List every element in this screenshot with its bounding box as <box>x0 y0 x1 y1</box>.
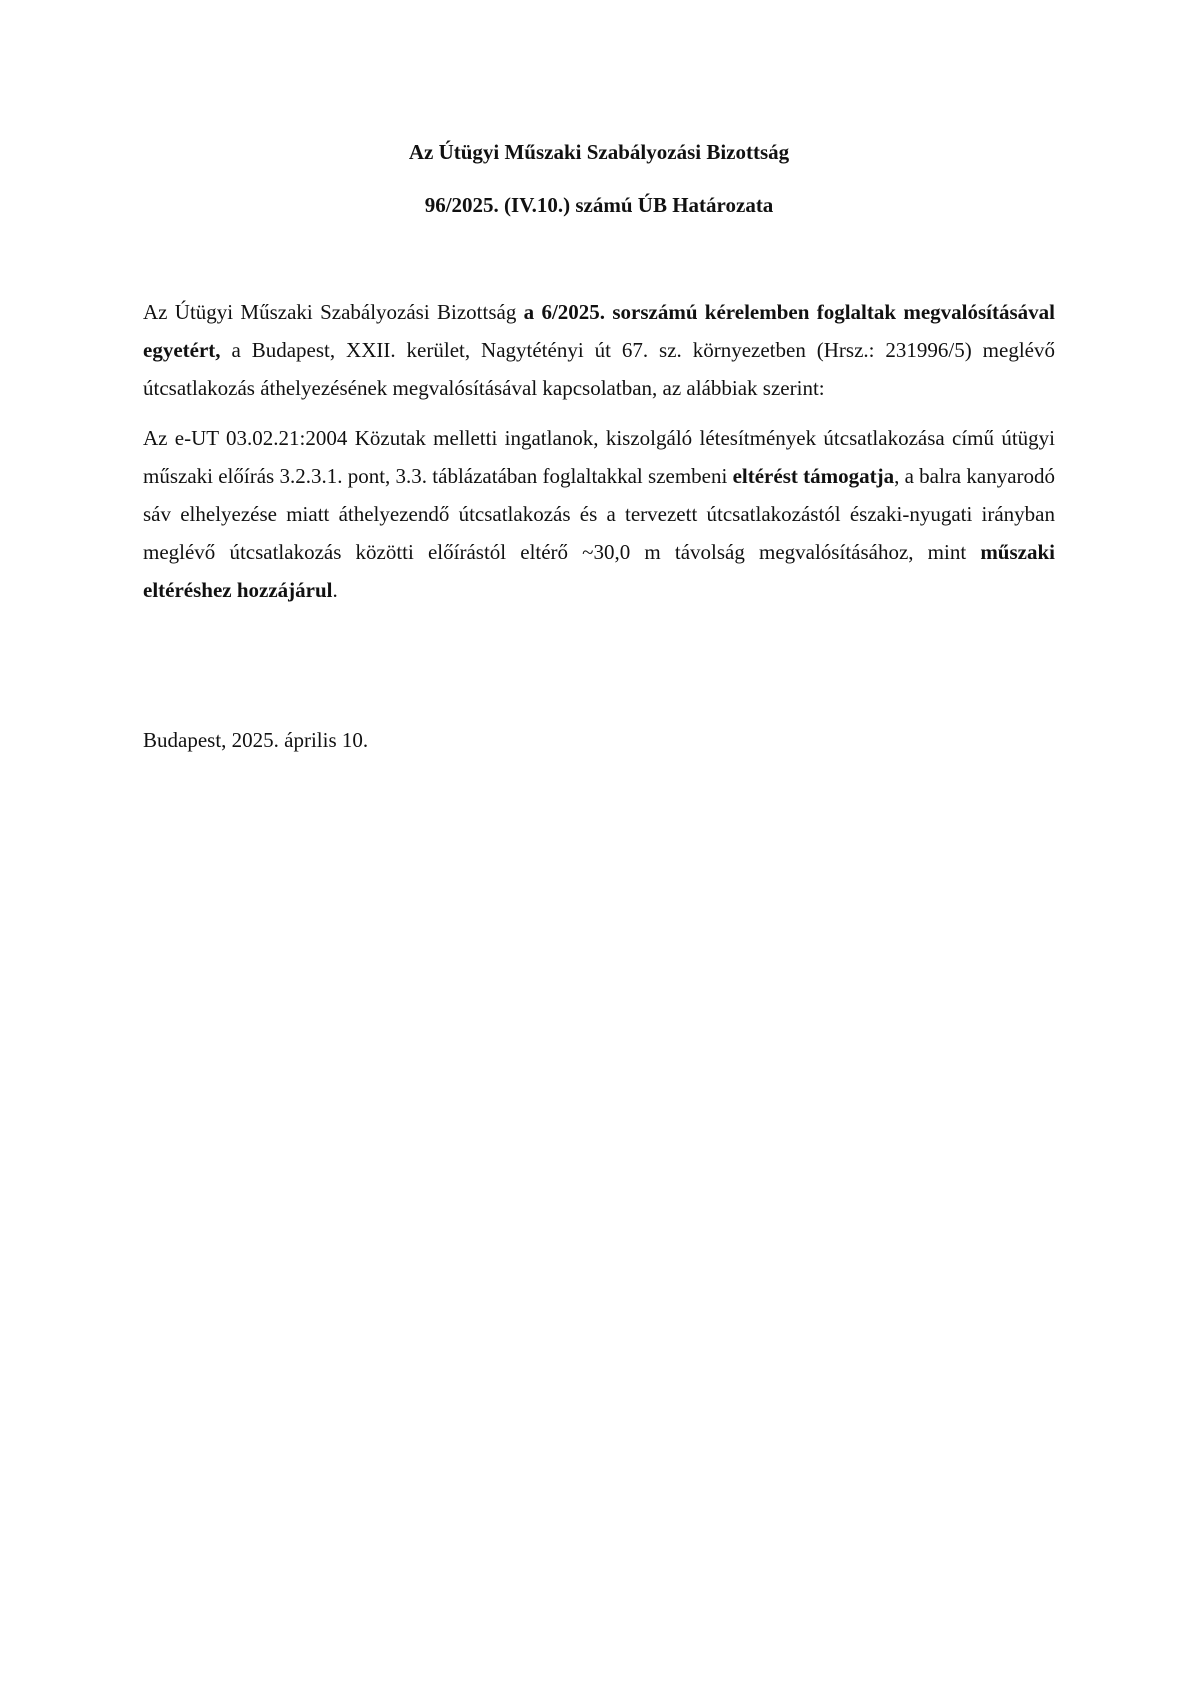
paragraph-2-bold-run: eltérést támogatja <box>732 464 895 488</box>
paragraph-1-text-run: a Budapest, XXII. kerület, Nagytétényi út 67. sz. környezetben (Hrsz.: 231996/5) meglévő útcsatlakozás áthelyezésének megvalósításával kapcsolatban, az alábbiak szerint: <box>143 338 1055 400</box>
paragraph-2-text-run: . <box>332 578 338 602</box>
document-title-line-2: 96/2025. (IV.10.) számú ÚB Határozata <box>424 193 774 217</box>
paragraph-2-bold-run: műszaki eltéréshez hozzájárul <box>143 540 1055 602</box>
document-title-line-1: Az Útügyi Műszaki Szabályozási Bizottság <box>408 140 790 164</box>
paragraph-1-bold-run: a 6/2025. sorszámú kérelemben foglaltak megvalósításával egyetért, <box>143 300 1056 362</box>
paragraph-2-text-run: , a balra kanyarodó sáv elhelyezése miatt áthelyezendő útcsatlakozás és a tervezett útcsatlakozástól északi-nyugati irányban meglévő útcsatlakozás közötti előírástól eltérő ~30,0 m távolság megvalósításához, mint <box>143 464 1056 564</box>
resolution-paragraph-1 <box>143 293 1055 407</box>
resolution-paragraph-2 <box>143 419 1055 609</box>
paragraph-2-text-run: Az e-UT 03.02.21:2004 Közutak melletti ingatlanok, kiszolgáló létesítmények útcsatlakozása című útügyi műszaki előírás 3.2.3.1. pont, 3.3. táblázatában foglaltakkal szembeni <box>143 426 1055 488</box>
paragraph-1-text-run: Az Útügyi Műszaki Szabályozási Bizottság <box>143 300 524 324</box>
place-and-date: Budapest, 2025. április 10. <box>143 728 369 752</box>
document-content <box>143 138 1055 754</box>
